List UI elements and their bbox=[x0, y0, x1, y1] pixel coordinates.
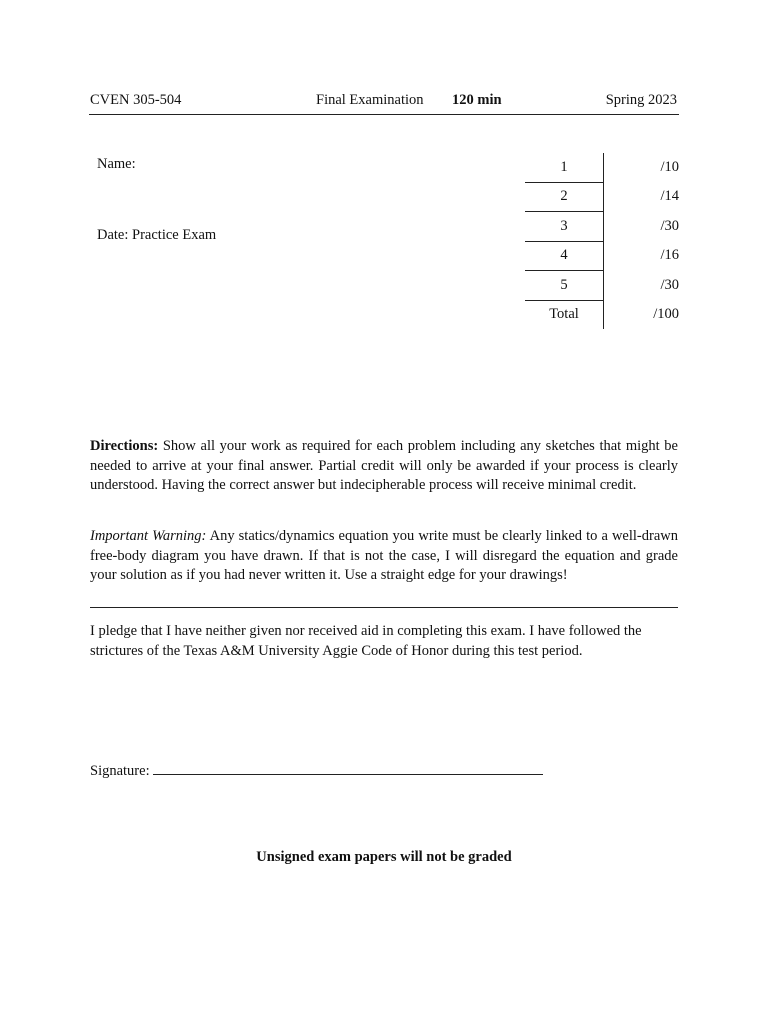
question-points: /10 bbox=[660, 159, 679, 175]
question-points: /30 bbox=[660, 217, 679, 234]
warning-paragraph bbox=[90, 527, 678, 586]
directions-paragraph bbox=[90, 437, 678, 496]
course-code: CVEN 305-504 bbox=[90, 92, 182, 108]
name-label: Name: bbox=[97, 156, 136, 172]
directions-text: Show all your work as required for each problem including any sketches that might be needed to arrive at your final answer. Partial credit will only be awarded if your process is clearly understood. Having the correct answer but indecipherable process will receive minimal credit. bbox=[90, 438, 678, 493]
score-row-2 bbox=[525, 182, 686, 212]
score-row-4 bbox=[525, 241, 686, 271]
exam-title: Final Examination bbox=[316, 92, 424, 108]
question-points: /30 bbox=[660, 276, 679, 293]
question-number: 4 bbox=[525, 241, 604, 271]
question-points: /14 bbox=[660, 188, 679, 205]
directions-label: Directions: bbox=[90, 438, 159, 454]
unsigned-notice: Unsigned exam papers will not be graded bbox=[256, 849, 512, 865]
question-number: 1 bbox=[525, 153, 604, 182]
exam-duration: 120 min bbox=[452, 92, 502, 108]
question-points: /16 bbox=[660, 247, 679, 264]
warning-label: Important Warning: bbox=[90, 528, 207, 544]
date-label: Date: Practice Exam bbox=[97, 227, 217, 243]
exam-term: Spring 2023 bbox=[605, 92, 677, 108]
score-row-total bbox=[525, 300, 686, 329]
signature-line bbox=[153, 760, 543, 775]
warning-text: Any statics/dynamics equation you write must be clearly linked to a well-drawn free-body diagram you have drawn. If that is not the case, I will disregard the equation and grade your solution as if you had never written it. Use a straight edge for your drawings! bbox=[90, 528, 678, 583]
question-number: 5 bbox=[525, 271, 604, 301]
signature-field bbox=[90, 760, 543, 780]
score-row-5 bbox=[525, 271, 686, 301]
score-row-1 bbox=[525, 153, 686, 182]
total-points: /100 bbox=[653, 306, 679, 322]
exam-header bbox=[89, 92, 679, 115]
divider-line bbox=[90, 607, 678, 608]
question-number: 3 bbox=[525, 212, 604, 242]
total-label: Total bbox=[525, 300, 604, 329]
question-number: 2 bbox=[525, 182, 604, 212]
score-table bbox=[525, 153, 686, 329]
honor-pledge: I pledge that I have neither given nor received aid in completing this exam. I have followed the strictures of the Texas A&M University Aggie Code of Honor during this test period. bbox=[90, 623, 642, 659]
signature-label: Signature: bbox=[90, 763, 150, 779]
score-row-3 bbox=[525, 212, 686, 242]
